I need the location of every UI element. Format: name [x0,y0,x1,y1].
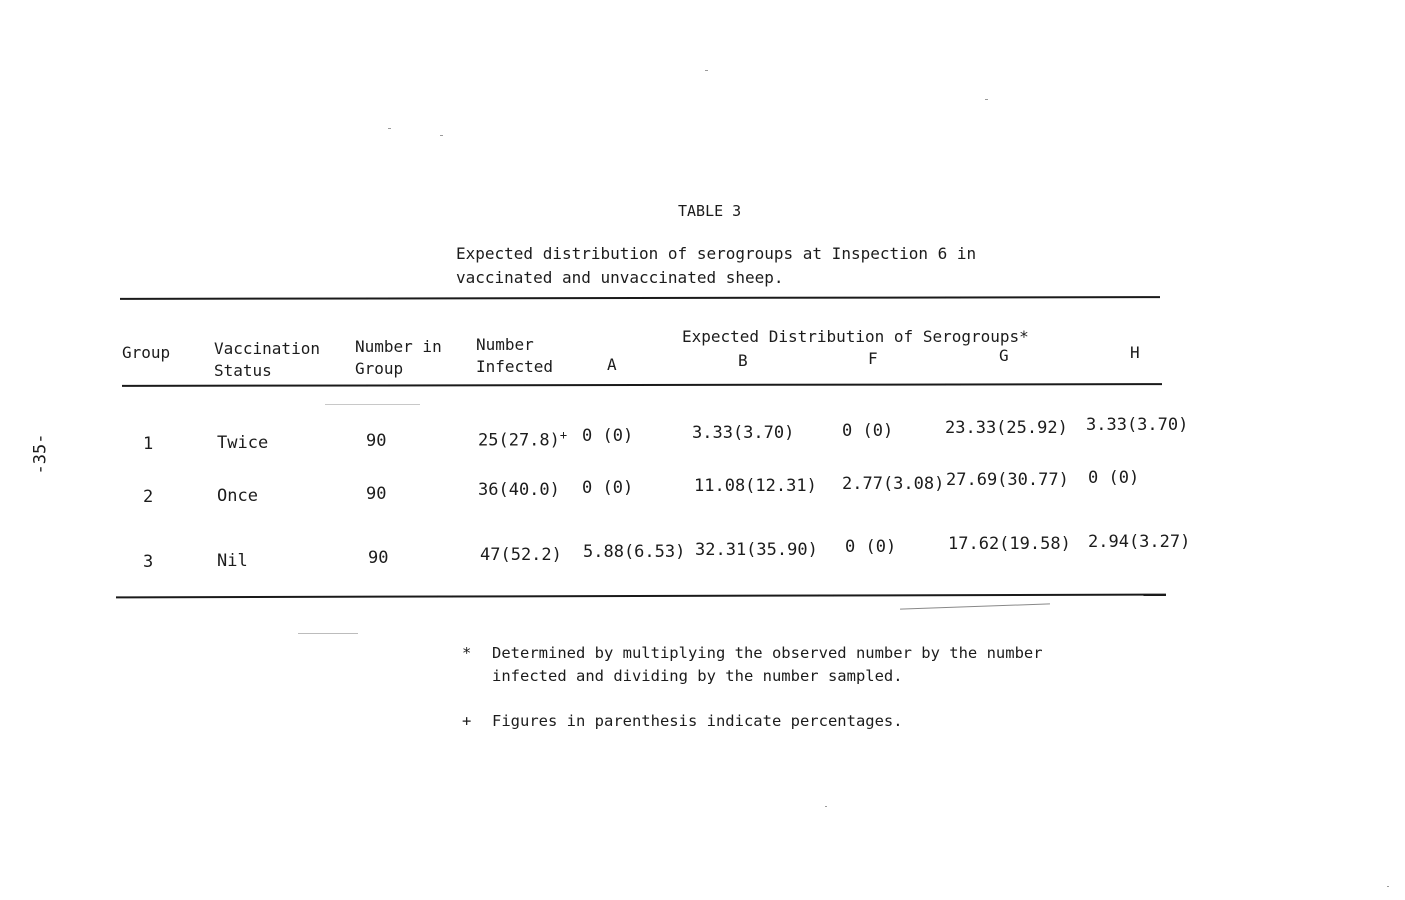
row-1-infected [478,428,567,451]
scan-speck [1387,886,1389,887]
header-number-in-group-line-1: Number in [355,337,442,356]
header-serogroup-a: A [607,355,617,374]
header-group: Group [122,343,171,362]
row-2-infected: 36(40.0) [478,480,560,500]
header-serogroup-g: G [999,346,1009,365]
row-2-f: 2.77(3.08) [842,474,945,494]
header-vaccination-status [214,338,320,382]
row-1-g: 23.33(25.92) [945,418,1068,438]
header-number-in-group-line-2: Group [355,359,404,378]
row-1-number: 90 [366,431,387,451]
scan-speck [325,404,420,405]
footnote-plus-line-1: Figures in parenthesis indicate percentages. [492,712,903,730]
footnote-plus [462,710,903,733]
caption-line-1: Expected distribution of serogroups at Inspection 6 in [456,244,977,263]
top-rule [120,296,1160,300]
row-2-a: 0 (0) [582,478,634,498]
row-3-number: 90 [368,548,389,568]
row-1-h: 3.33(3.70) [1086,415,1189,435]
scan-speck [298,633,358,634]
row-1-status: Twice [217,433,269,453]
footnote-plus-symbol: + [462,712,472,730]
row-1-infected-mark: + [559,428,568,442]
header-vaccination-line-2: Status [214,361,272,380]
bottom-rule [116,594,1166,599]
row-1-a: 0 (0) [582,426,634,446]
header-number-in-group [355,336,442,380]
scan-speck [985,99,988,100]
header-vaccination-line-1: Vaccination [214,339,320,358]
scan-speck [388,128,391,129]
scan-speck [825,806,827,807]
row-2-g: 27.69(30.77) [946,470,1069,490]
header-number-infected [476,334,553,378]
scan-speck [900,603,1050,609]
header-serogroup-f: F [868,349,878,368]
row-1-infected-value: 25(27.8) [478,430,560,451]
row-2-status: Once [217,486,258,506]
scan-speck [705,70,708,71]
header-serogroup-h: H [1130,343,1140,362]
row-1-b: 3.33(3.70) [692,423,795,443]
row-2-group: 2 [143,487,154,507]
row-2-h: 0 (0) [1088,468,1140,488]
scan-speck [440,135,443,136]
footnote-asterisk [462,642,1043,688]
row-3-status: Nil [217,551,248,571]
row-3-f: 0 (0) [845,537,897,557]
header-number-infected-line-2: Infected [476,357,554,376]
row-2-b: 11.08(12.31) [694,476,817,496]
table-label: TABLE 3 [678,202,742,220]
row-3-group: 3 [143,552,154,572]
row-3-g: 17.62(19.58) [948,534,1071,554]
table-caption [456,242,976,290]
row-3-a: 5.88(6.53) [583,542,686,562]
row-3-infected: 47(52.2) [480,545,562,565]
footnote-asterisk-line-1: Determined by multiplying the observed number by the number [492,644,1043,662]
header-rule [122,383,1162,387]
row-3-h: 2.94(3.27) [1088,532,1191,552]
header-serogroup-b: B [738,351,748,370]
row-1-group: 1 [143,434,154,454]
header-number-infected-line-1: Number [476,335,534,354]
footnote-asterisk-line-2: infected and dividing by the number sampled. [492,667,903,685]
page-number: -35- [30,433,51,475]
footnote-asterisk-symbol: * [462,644,472,662]
row-3-b: 32.31(35.90) [695,540,818,560]
row-2-number: 90 [366,484,387,504]
row-1-f: 0 (0) [842,421,894,441]
caption-line-2: vaccinated and unvaccinated sheep. [456,268,784,287]
header-expected-distribution: Expected Distribution of Serogroups* [682,327,1029,346]
